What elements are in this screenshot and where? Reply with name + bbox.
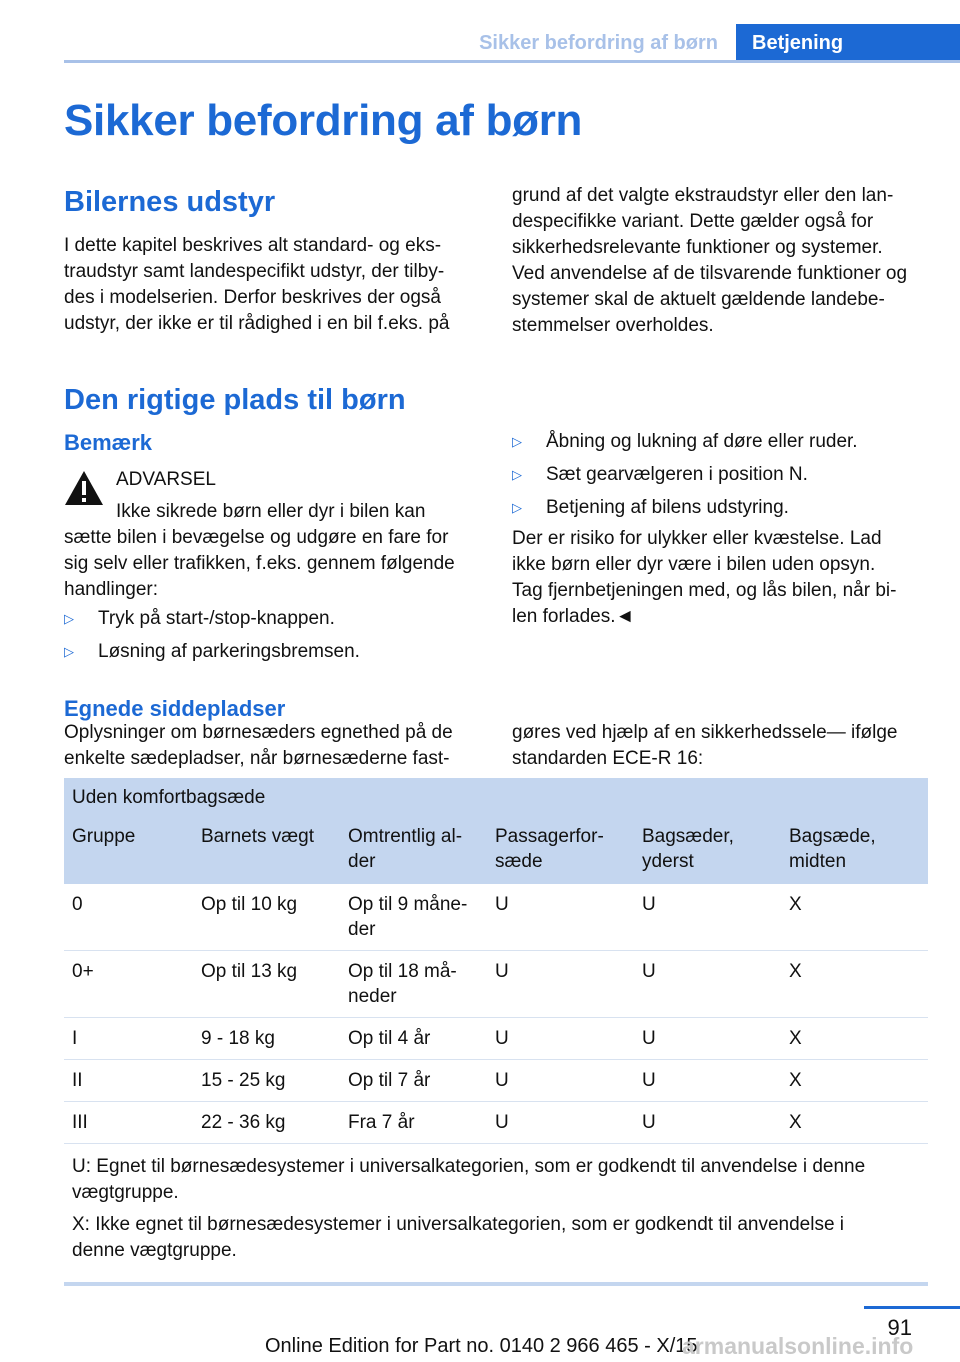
table-header xyxy=(64,778,928,884)
table-row xyxy=(64,1060,928,1102)
table-row xyxy=(64,884,928,951)
list-item xyxy=(512,495,858,521)
triangle-right-outline-icon: ▷ xyxy=(512,467,522,482)
header-chapter-tab[interactable]: Betjening xyxy=(736,24,960,62)
cell-text: 15 - 25 kg xyxy=(201,1070,286,1091)
column-header-line: Omtrentlig al- xyxy=(348,826,463,847)
table-cell xyxy=(64,959,193,1009)
table-cell xyxy=(64,1026,193,1051)
warning-left-bullets xyxy=(64,606,360,672)
triangle-right-outline-icon: ▷ xyxy=(512,500,522,515)
column-header-line: Bagsæder, xyxy=(642,826,734,847)
cell-text: neder xyxy=(348,986,397,1007)
warning-label: ADVARSEL xyxy=(116,469,216,490)
table-cell xyxy=(634,892,781,942)
egnede-right-text xyxy=(512,720,897,772)
cell-text: Op til 10 kg xyxy=(201,894,298,915)
column-header-line: Barnets vægt xyxy=(201,826,314,847)
table-cell xyxy=(340,892,487,942)
header-section-tab[interactable]: Sikker befordring af børn xyxy=(461,24,736,62)
table-cell xyxy=(487,959,634,1009)
cell-text: U xyxy=(495,1070,509,1091)
table-cell xyxy=(781,1110,928,1135)
text-line: des i modelserien. Derfor beskrives der også xyxy=(64,287,442,308)
watermark: armanualsonline.info xyxy=(682,1333,914,1359)
footer-rule xyxy=(864,1306,960,1309)
list-item xyxy=(512,462,858,488)
column-header-passagerforsaede xyxy=(487,824,634,874)
table-row xyxy=(64,1018,928,1060)
child-seat-table xyxy=(64,778,928,1286)
cell-text: Op til 4 år xyxy=(348,1028,431,1049)
column-header-line: midten xyxy=(789,851,847,872)
list-item xyxy=(64,639,360,665)
list-item-text: Løsning af parkeringsbremsen. xyxy=(98,641,360,662)
table-cell xyxy=(781,1026,928,1051)
table-cell xyxy=(340,1110,487,1135)
cell-text: U xyxy=(642,1112,656,1133)
warning-text xyxy=(64,525,455,603)
table-notes xyxy=(64,1144,928,1286)
text-line: Ved anvendelse af de tilsvarende funktioner og xyxy=(512,263,908,284)
column-header-bagsaede-midten xyxy=(781,824,928,874)
text-line: systemer skal de aktuelt gældende landebe- xyxy=(512,289,885,310)
cell-text: der xyxy=(348,919,376,940)
table-cell xyxy=(340,959,487,1009)
table-cell xyxy=(193,1110,340,1135)
column-header-line: sæde xyxy=(495,851,543,872)
list-item xyxy=(512,429,858,455)
text-line: Der er risiko for ulykker eller kvæstelse. Lad xyxy=(512,528,882,549)
cell-text: 9 - 18 kg xyxy=(201,1028,275,1049)
column-header-omtrentlig-alder xyxy=(340,824,487,874)
table-cell xyxy=(193,1026,340,1051)
cell-text: I xyxy=(72,1028,78,1049)
cell-text: X xyxy=(789,894,802,915)
cell-text: II xyxy=(72,1070,83,1091)
triangle-right-outline-icon: ▷ xyxy=(64,644,74,659)
egnede-left-text xyxy=(64,720,453,772)
table-cell xyxy=(340,1068,487,1093)
text-line: ikke børn eller dyr være i bilen uden opsyn. xyxy=(512,554,876,575)
heading-bemaerk: Bemærk xyxy=(64,430,153,455)
header-tabs xyxy=(461,24,960,62)
table-cell xyxy=(781,959,928,1009)
cell-text: X xyxy=(789,961,802,982)
text-line: Oplysninger om børnesæders egnethed på de xyxy=(64,722,453,743)
note-line: denne vægtgruppe. xyxy=(72,1240,237,1261)
text-line: grund af det valgte ekstraudstyr eller den lan- xyxy=(512,185,894,206)
cell-text: Op til 13 kg xyxy=(201,961,298,982)
text-line: gøres ved hjælp af en sikkerhedssele— ifølge xyxy=(512,722,898,743)
table-cell xyxy=(193,1068,340,1093)
cell-text: 22 - 36 kg xyxy=(201,1112,286,1133)
warning-right-bullets xyxy=(512,429,858,528)
text-line: sætte bilen i bevægelse og udgøre en fare for xyxy=(64,527,449,548)
note-line: vægtgruppe. xyxy=(72,1182,179,1203)
column-header-line: yderst xyxy=(642,851,694,872)
column-header-line: Bagsæde, xyxy=(789,826,876,847)
cell-text: U xyxy=(642,1070,656,1091)
text-line: stemmelser overholdes. xyxy=(512,315,714,336)
triangle-right-outline-icon: ▷ xyxy=(64,611,74,626)
list-item-text: Tryk på start-/stop-knappen. xyxy=(98,608,335,629)
list-item-text: Sæt gearvælgeren i position N. xyxy=(546,464,808,485)
cell-text: 0 xyxy=(72,894,83,915)
footer-edition: Online Edition for Part no. 0140 2 966 465 - X/15 xyxy=(265,1335,698,1357)
table-cell xyxy=(64,1068,193,1093)
text-line: handlinger: xyxy=(64,579,159,600)
table-caption: Uden komfortbagsæde xyxy=(72,787,266,808)
cell-text: Fra 7 år xyxy=(348,1112,415,1133)
table-cell xyxy=(487,892,634,942)
cell-text: Op til 18 må- xyxy=(348,961,457,982)
cell-text: X xyxy=(789,1070,802,1091)
cell-text: X xyxy=(789,1112,802,1133)
warning-line: Ikke sikrede børn eller dyr i bilen kan xyxy=(116,501,426,522)
table-cell xyxy=(64,1110,193,1135)
text-line: len forlades.◄ xyxy=(512,606,635,627)
text-line: despecifikke variant. Dette gælder også for xyxy=(512,211,874,232)
warning-triangle-icon xyxy=(64,470,104,506)
page-title: Sikker befordring af børn xyxy=(64,96,583,145)
table-cell xyxy=(634,1110,781,1135)
text-line: I dette kapitel beskrives alt standard- og eks- xyxy=(64,235,442,256)
cell-text: U xyxy=(642,961,656,982)
cell-text: U xyxy=(495,961,509,982)
cell-text: X xyxy=(789,1028,802,1049)
table-cell xyxy=(193,892,340,942)
note-line: X: Ikke egnet til børnesædesystemer i universalkategorien, som er godkendt til anvendelse i xyxy=(72,1214,845,1235)
heading-egnede-siddepladser: Egnede siddepladser xyxy=(64,696,286,721)
table-cell xyxy=(634,1026,781,1051)
column-header-bagsaeder-yderst xyxy=(634,824,781,874)
table-cell xyxy=(781,1068,928,1093)
page-number: 91 xyxy=(887,1315,912,1340)
triangle-right-outline-icon: ▷ xyxy=(512,434,522,449)
table-cell xyxy=(193,959,340,1009)
table-note-u xyxy=(72,1154,920,1206)
warning-risk-text xyxy=(512,526,896,630)
text-line: sikkerhedsrelevante funktioner og systemer. xyxy=(512,237,883,258)
table-row xyxy=(64,951,928,1018)
table-cell xyxy=(487,1026,634,1051)
column-header-barnets-vaegt xyxy=(193,824,340,874)
cell-text: U xyxy=(642,1028,656,1049)
text-line: traudstyr samt landespecifikt udstyr, der tilby- xyxy=(64,261,445,282)
cell-text: 0+ xyxy=(72,961,94,982)
cell-text: U xyxy=(495,1028,509,1049)
bilernes-right-text xyxy=(512,183,907,339)
text-line: Tag fjernbetjeningen med, og lås bilen, når bi- xyxy=(512,580,897,601)
header-rule xyxy=(64,60,960,63)
table-cell xyxy=(487,1110,634,1135)
text-line: enkelte sædepladser, når børnesæderne fast- xyxy=(64,748,450,769)
table-cell xyxy=(340,1026,487,1051)
table-cell xyxy=(634,959,781,1009)
table-row xyxy=(64,1102,928,1144)
note-line: U: Egnet til børnesædesystemer i universalkategorien, som er godkendt til anvendelse i denne xyxy=(72,1156,866,1177)
cell-text: U xyxy=(642,894,656,915)
cell-text: U xyxy=(495,1112,509,1133)
cell-text: III xyxy=(72,1112,88,1133)
table-column-headers xyxy=(64,816,928,884)
bilernes-left-text xyxy=(64,233,449,337)
text-line: sig selv eller trafikken, f.eks. gennem følgende xyxy=(64,553,455,574)
cell-text: U xyxy=(495,894,509,915)
text-line: udstyr, der ikke er til rådighed i en bil f.eks. på xyxy=(64,313,450,334)
heading-bilernes-udstyr: Bilernes udstyr xyxy=(64,186,276,218)
list-item xyxy=(64,606,360,632)
text-line: standarden ECE-R 16: xyxy=(512,748,704,769)
table-cell xyxy=(634,1068,781,1093)
cell-text: Op til 7 år xyxy=(348,1070,431,1091)
table-note-x xyxy=(72,1212,920,1264)
table-cell xyxy=(487,1068,634,1093)
cell-text: Op til 9 måne- xyxy=(348,894,468,915)
column-header-line: Gruppe xyxy=(72,826,136,847)
heading-rigtige-plads: Den rigtige plads til børn xyxy=(64,384,406,416)
list-item-text: Betjening af bilens udstyring. xyxy=(546,497,789,518)
table-cell xyxy=(781,892,928,942)
list-item-text: Åbning og lukning af døre eller ruder. xyxy=(546,431,858,452)
column-header-line: der xyxy=(348,851,376,872)
table-cell xyxy=(64,892,193,942)
column-header-gruppe xyxy=(64,824,193,874)
column-header-line: Passagerfor- xyxy=(495,826,604,847)
